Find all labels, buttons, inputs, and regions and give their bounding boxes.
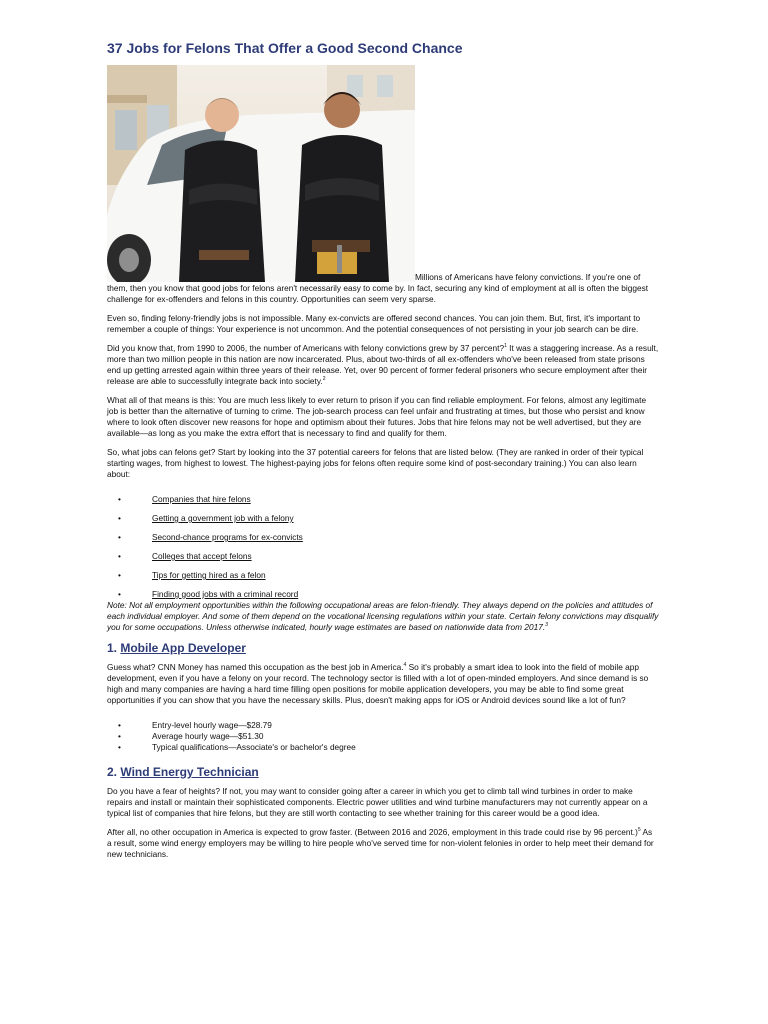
article-body (107, 272, 659, 868)
list-item: • Typical qualifications—Associate's or bachelor's degree (107, 742, 659, 753)
link-second-chance-programs[interactable]: Second-chance programs for ex-convicts (152, 532, 303, 542)
section-heading-1: 1. Mobile App Developer (107, 641, 246, 655)
list-item: • Average hourly wage—$51.30 (107, 731, 659, 742)
section-2-paragraph-2: After all, no other occupation in America is expected to grow faster. (Between 2016 and 2026, employment in this trade could rise by 96 percent.)$^5$ As a result, some wind energy employers may be willing to hire people who've served time for non-violent felonies in order to help meet their demand for new technicians. (107, 827, 654, 859)
list-item (107, 532, 659, 551)
list-item (107, 570, 659, 589)
section-1-facts (107, 720, 659, 753)
section-heading-2: 2. Wind Energy Technician (107, 765, 259, 779)
paragraph-4: What all of that means is this: You are much less likely to ever return to prison if you can find reliable employment. For felons, almost any legitimate job is better than the alternative of turning to crime. The job-search process can feel unfair and frustrating at times, but those who persist and know where to look often discover new reasons for hope and optimism about their futures. Jobs that hire felons may not be well advertised, but they are available—as long as you make the extra effort that is necessary to find and qualify for them. (107, 395, 647, 438)
link-colleges-accept-felons[interactable]: Colleges that accept felons (152, 551, 252, 561)
footnote-1: 1 (504, 343, 507, 350)
list-item (107, 551, 659, 570)
paragraph-5: So, what jobs can felons get? Start by looking into the 37 potential careers for felons that are listed below. (They are ranked in order of their typical starting wages, from highest to lowest. The highest-paying jobs for felons often require some kind of post-secondary training.) You can also learn about: (107, 447, 644, 479)
intro-paragraph: Millions of Americans have felony convictions. If you're one of them, then you know that good jobs for felons aren't necessarily easy to come by. In fact, securing any kind of employment at all is often the biggest challenge for ex-offenders and felons in this country. Opportunities can seem very sparse. (107, 272, 649, 304)
footnote-4: 4 (403, 662, 407, 669)
section-1-paragraph: Guess what? CNN Money has named this occupation as the best job in America.$^4$ So it's probably a smart idea to look into the field of mobile app development, even if you have a felony on your record. The technology sector is filled with a lot of open-minded employers. And since demand is so high and many companies are having a hard time filling open positions for mobile application developers, you may be able to find some great opportunities if you can show that you have the necessary skills. Plus, doesn't making apps for iOS or Android devices sound like a lot of fun? (107, 662, 649, 705)
link-government-job[interactable]: Getting a government job with a felony (152, 513, 294, 523)
link-tips-getting-hired[interactable]: Tips for getting hired as a felon (152, 570, 266, 580)
link-companies-hire-felons[interactable]: Companies that hire felons (152, 494, 251, 504)
hero-photo (107, 65, 415, 282)
footnote-2: 2 (322, 376, 326, 383)
link-finding-good-jobs[interactable]: Finding good jobs with a criminal record (152, 589, 299, 599)
list-item (107, 494, 659, 513)
section-link-wind-energy-technician[interactable]: Wind Energy Technician (120, 765, 259, 779)
note-paragraph: Note: Not all employment opportunities within the following occupational areas are felon-friendly. They always depend on the policies and attitudes of each individual employer. And some of them depend on the vocational licensing regulations within your state. Certain felony convictions may disqualify you for some occupations. Unless otherwise indicated, hourly wage estimates are based on nationwide data from 2017.$^3$ (107, 600, 659, 632)
list-item (107, 589, 659, 600)
footnote-3: 3 (545, 622, 548, 629)
section-2-paragraph-1: Do you have a fear of heights? If not, you may want to consider going after a career in which you get to climb tall wind turbines in order to make repairs and install or maintain their sophisticated components. Electric power utilities and wind turbine manufacturers may not currently appear on a typical list of companies that hire felons, but they are still worth contacting to see whether training for this career would be a good idea. (107, 786, 648, 818)
section-link-mobile-app-developer[interactable]: Mobile App Developer (120, 641, 246, 655)
paragraph-2: Even so, finding felony-friendly jobs is not impossible. Many ex-convicts are offered second chances. You can join them. But, first, it's important to remember a couple of things: Your experience is not uncommon. And the potential consequences of not persisting in your job search can be dire. (107, 313, 641, 334)
paragraph-3: Did you know that, from 1990 to 2006, the number of Americans with felony convictions grew by 37 percent?$^1$ It was a staggering increase. As a result, more than two million people in this nation are now incarcerated. Plus, about two-thirds of all ex-offenders who've been released from state prisons end up getting arrested again within three years of their release. Yet, over 90 percent of former federal prisoners who secure employment after their release are able to successfully integrate back into society.$^2$ (107, 343, 659, 386)
list-item (107, 513, 659, 532)
page-title: 37 Jobs for Felons That Offer a Good Second Chance (107, 40, 463, 56)
related-links-list (107, 494, 659, 600)
list-item: • Entry-level hourly wage—$28.79 (107, 720, 659, 731)
footnote-5: 5 (637, 827, 641, 834)
